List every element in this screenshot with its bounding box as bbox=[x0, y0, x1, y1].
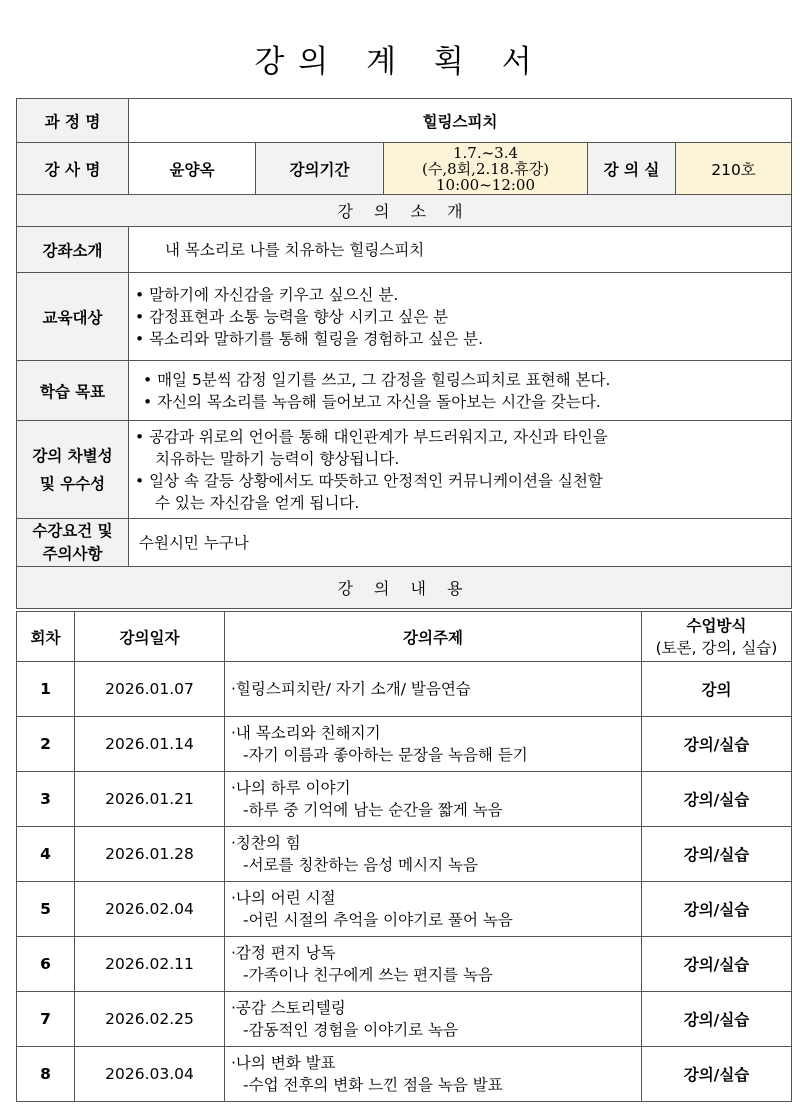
lecture-topic bbox=[225, 827, 642, 882]
target-audience bbox=[129, 273, 792, 361]
lecture-topic bbox=[225, 717, 642, 772]
topic-title: ·감정 편지 낭독 bbox=[231, 944, 336, 962]
topic-title: ·칭찬의 힘 bbox=[231, 834, 301, 852]
table-row bbox=[17, 937, 792, 992]
session-header: 회차 bbox=[17, 612, 75, 662]
lecture-date: 2026.02.25 bbox=[75, 992, 225, 1047]
lecture-topic bbox=[225, 662, 642, 717]
target-line: • 목소리와 말하기를 통해 힐링을 경험하고 싶은 분. bbox=[135, 329, 484, 348]
topic-detail: -수업 전후의 변화 느낀 점을 녹음 발표 bbox=[243, 1076, 503, 1094]
method-header bbox=[642, 612, 792, 662]
schedule-table bbox=[16, 611, 792, 1102]
differentiation bbox=[129, 421, 792, 519]
course-name-label: 과 정 명 bbox=[17, 99, 129, 143]
room-label: 강 의 실 bbox=[588, 143, 676, 195]
table-row bbox=[17, 772, 792, 827]
topic-detail: -하루 중 기억에 남는 순간을 짧게 녹음 bbox=[243, 801, 503, 819]
method-header-line: 수업방식 bbox=[686, 616, 747, 635]
diff-line: 치유하는 말하기 능력이 향상됩니다. bbox=[155, 449, 400, 468]
session-number: 7 bbox=[17, 992, 75, 1047]
req-label-line: 수강요건 및 bbox=[32, 521, 113, 540]
topic-title: ·나의 변화 발표 bbox=[231, 1054, 336, 1072]
instructor-label: 강 사 명 bbox=[17, 143, 129, 195]
period-line: 1.7.~3.4 bbox=[452, 143, 519, 162]
instructor-name: 윤양옥 bbox=[129, 143, 256, 195]
course-period bbox=[384, 143, 588, 195]
course-intro-label: 강좌소개 bbox=[17, 227, 129, 273]
lecture-date: 2026.01.07 bbox=[75, 662, 225, 717]
method-header-note: (토론, 강의, 실습) bbox=[655, 638, 778, 657]
topic-detail: -어린 시절의 추억을 이야기로 풀어 녹음 bbox=[243, 911, 513, 929]
date-header: 강의일자 bbox=[75, 612, 225, 662]
topic-detail: -자기 이름과 좋아하는 문장을 녹음해 듣기 bbox=[243, 746, 528, 764]
lecture-topic bbox=[225, 882, 642, 937]
target-label: 교육대상 bbox=[17, 273, 129, 361]
table-row bbox=[17, 827, 792, 882]
lecture-date: 2026.01.14 bbox=[75, 717, 225, 772]
topic-title: ·나의 어린 시절 bbox=[231, 889, 336, 907]
target-line: • 감정표현과 소통 능력을 향상 시키고 싶은 분 bbox=[135, 307, 449, 326]
lecture-topic bbox=[225, 937, 642, 992]
diff-line: • 일상 속 갈등 상황에서도 따뜻하고 안정적인 커뮤니케이션을 실천할 bbox=[135, 471, 603, 490]
topic-title: ·힐링스피치란/ 자기 소개/ 발음연습 bbox=[231, 680, 471, 698]
class-method: 강의/실습 bbox=[642, 772, 792, 827]
learning-goals bbox=[129, 361, 792, 421]
differentiation-label bbox=[17, 421, 129, 519]
topic-title: ·공감 스토리텔링 bbox=[231, 999, 346, 1017]
req-label-line: 주의사항 bbox=[42, 544, 103, 563]
lecture-date: 2026.01.28 bbox=[75, 827, 225, 882]
lecture-date: 2026.02.11 bbox=[75, 937, 225, 992]
course-name: 힐링스피치 bbox=[129, 99, 792, 143]
class-method: 강의/실습 bbox=[642, 937, 792, 992]
session-number: 4 bbox=[17, 827, 75, 882]
topic-header: 강의주제 bbox=[225, 612, 642, 662]
session-number: 1 bbox=[17, 662, 75, 717]
table-row bbox=[17, 992, 792, 1047]
topic-detail: -가족이나 친구에게 쓰는 편지를 녹음 bbox=[243, 966, 493, 984]
table-row bbox=[17, 662, 792, 717]
class-method: 강의/실습 bbox=[642, 717, 792, 772]
course-intro: 내 목소리로 나를 치유하는 힐링스피치 bbox=[129, 227, 792, 273]
class-method: 강의/실습 bbox=[642, 992, 792, 1047]
diff-line: 수 있는 자신감을 얻게 됩니다. bbox=[155, 493, 360, 512]
period-line: (수,8회,2.18.휴강) bbox=[422, 159, 549, 178]
lecture-topic bbox=[225, 992, 642, 1047]
document-title: 강의 계 획 서 bbox=[254, 44, 546, 80]
class-method: 강의/실습 bbox=[642, 827, 792, 882]
session-number: 3 bbox=[17, 772, 75, 827]
class-method: 강의/실습 bbox=[642, 1047, 792, 1102]
intro-section-title: 강 의 소 개 bbox=[17, 195, 792, 227]
table-row bbox=[17, 717, 792, 772]
requirements: 수원시민 누구나 bbox=[129, 519, 792, 567]
lecture-topic bbox=[225, 772, 642, 827]
content-section-title: 강 의 내 용 bbox=[17, 567, 792, 609]
lecture-topic bbox=[225, 1047, 642, 1102]
goal-label: 학습 목표 bbox=[17, 361, 129, 421]
requirements-label bbox=[17, 519, 129, 567]
diff-line: • 공감과 위로의 언어를 통해 대인관계가 부드러워지고, 자신과 타인을 bbox=[135, 427, 608, 446]
room-value: 210호 bbox=[676, 143, 792, 195]
topic-detail: -감동적인 경험을 이야기로 녹음 bbox=[243, 1021, 459, 1039]
lecture-date: 2026.02.04 bbox=[75, 882, 225, 937]
period-line: 10:00~12:00 bbox=[435, 175, 536, 194]
class-method: 강의/실습 bbox=[642, 882, 792, 937]
session-number: 5 bbox=[17, 882, 75, 937]
period-label: 강의기간 bbox=[256, 143, 384, 195]
lecture-date: 2026.03.04 bbox=[75, 1047, 225, 1102]
diff-label-line: 및 우수성 bbox=[39, 474, 106, 493]
course-info-table bbox=[16, 98, 792, 609]
session-number: 2 bbox=[17, 717, 75, 772]
session-number: 6 bbox=[17, 937, 75, 992]
topic-detail: -서로를 칭찬하는 음성 메시지 녹음 bbox=[243, 856, 478, 874]
table-row bbox=[17, 1047, 792, 1102]
topic-title: ·내 목소리와 친해지기 bbox=[231, 724, 381, 742]
target-line: • 말하기에 자신감을 키우고 싶으신 분. bbox=[135, 285, 399, 304]
diff-label-line: 강의 차별성 bbox=[32, 446, 113, 465]
lecture-date: 2026.01.21 bbox=[75, 772, 225, 827]
table-row bbox=[17, 882, 792, 937]
class-method: 강의 bbox=[642, 662, 792, 717]
topic-title: ·나의 하루 이야기 bbox=[231, 779, 351, 797]
session-number: 8 bbox=[17, 1047, 75, 1102]
goal-line: • 매일 5분씩 감정 일기를 쓰고, 그 감정을 힐링스피치로 표현해 본다. bbox=[143, 370, 611, 389]
goal-line: • 자신의 목소리를 녹음해 들어보고 자신을 돌아보는 시간을 갖는다. bbox=[143, 392, 601, 411]
